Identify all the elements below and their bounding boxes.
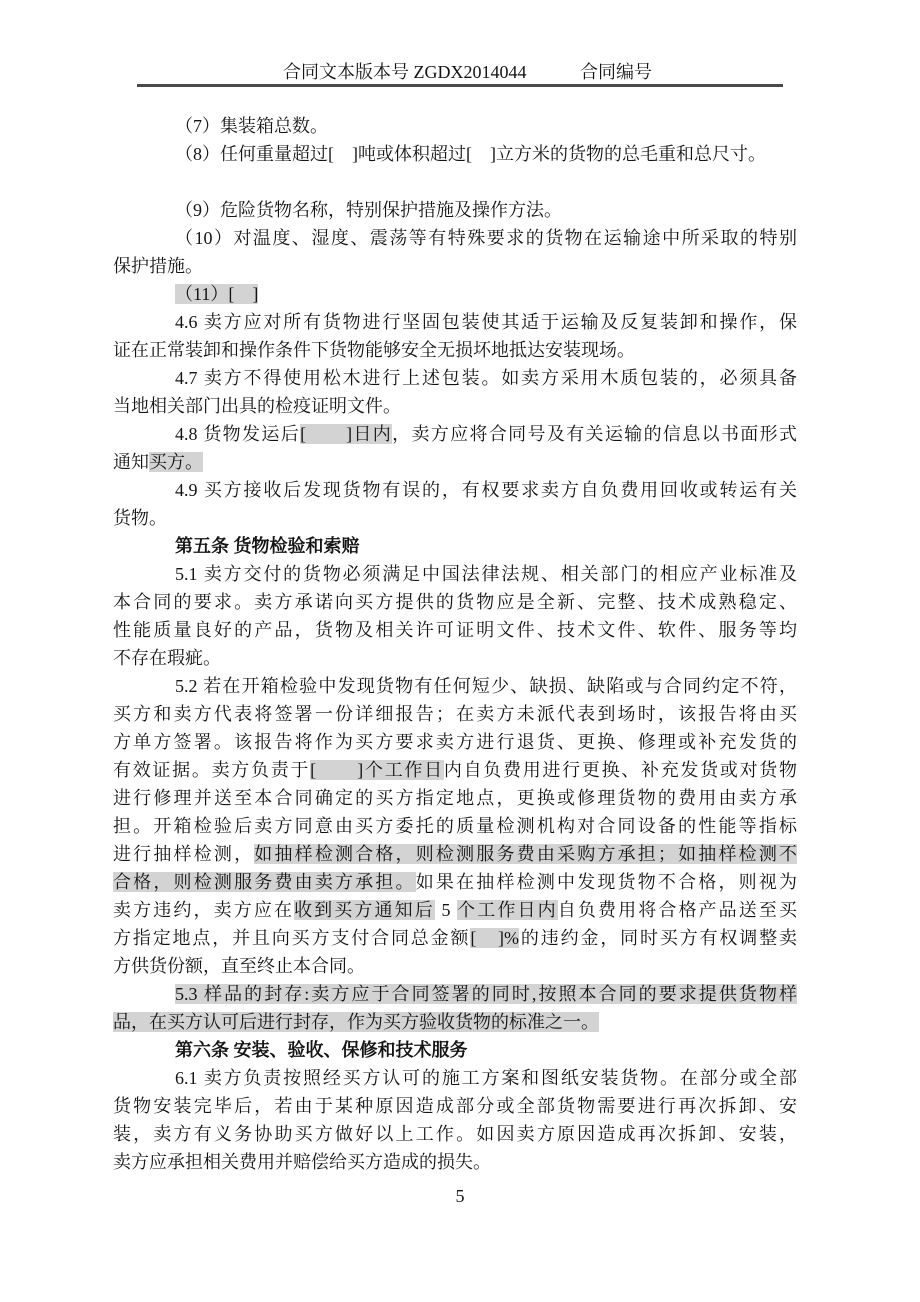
text-segment: 5 bbox=[434, 900, 458, 920]
page-footer bbox=[0, 1186, 920, 1207]
text-segment: 自负费用将合格产品送至买 bbox=[557, 900, 798, 920]
text-segment: （9）危险货物名称，特别保护措施及操作方法。 bbox=[175, 200, 562, 220]
text-line bbox=[113, 616, 797, 644]
text-segment: 内自负费用进行更换、补充发货或对货物 bbox=[443, 760, 798, 780]
highlighted-text: [ ]个工作日 bbox=[310, 760, 444, 780]
text-segment: 4.9 买方接收后发现货物有误的，有权要求卖方自负费用回收或转运有关 bbox=[175, 480, 797, 500]
text-line bbox=[113, 224, 797, 252]
text-segment: 4.7 卖方不得使用松木进行上述包装。如卖方采用木质包装的，必须具备 bbox=[175, 368, 797, 388]
highlighted-text: 品，在买方认可后进行封存，作为买方验收货物的标准之一。 bbox=[113, 1012, 599, 1032]
highlighted-text: （11）[ ] bbox=[175, 284, 259, 304]
text-segment: ，卖方应将合同号及有关运输的信息以书面形式 bbox=[392, 424, 797, 444]
header-divider bbox=[137, 84, 783, 87]
highlighted-text: [ ]% bbox=[470, 928, 520, 948]
text-line bbox=[113, 336, 797, 364]
text-line bbox=[113, 168, 797, 196]
text-segment: （7）集装箱总数。 bbox=[175, 116, 328, 136]
text-line bbox=[113, 476, 797, 504]
text-line bbox=[113, 644, 797, 672]
text-line bbox=[113, 1092, 797, 1120]
text-line bbox=[113, 504, 797, 532]
text-segment: 保护措施。 bbox=[113, 256, 203, 276]
text-line bbox=[113, 756, 797, 784]
text-segment: 装，卖方有义务协助买方做好以上工作。如因卖方原因造成再次拆卸、安装， bbox=[113, 1124, 797, 1144]
text-segment: 性能质量良好的产品，货物及相关许可证明文件、技术文件、软件、服务等均 bbox=[113, 620, 797, 640]
text-line bbox=[113, 364, 797, 392]
text-segment: 卖方应承担相关费用并赔偿给买方造成的损失。 bbox=[113, 1152, 491, 1172]
text-line bbox=[113, 588, 797, 616]
text-segment: 5.1 卖方交付的货物必须满足中国法律法规、相关部门的相应产业标准及 bbox=[175, 564, 797, 584]
text-segment: （10）对温度、湿度、震荡等有特殊要求的货物在运输途中所采取的特别 bbox=[175, 228, 797, 248]
text-segment: 卖方违约，卖方应在 bbox=[113, 900, 295, 920]
highlighted-text: 收到买方通知后 bbox=[294, 900, 435, 920]
text-segment: 通知 bbox=[113, 452, 149, 472]
text-segment: 方指定地点，并且向买方支付合同总金额 bbox=[113, 928, 471, 948]
text-segment: 有效证据。卖方负责于 bbox=[113, 760, 311, 780]
text-line bbox=[113, 1148, 797, 1176]
text-line bbox=[113, 448, 797, 476]
text-segment: 4.8 货物发运后 bbox=[175, 424, 301, 444]
text-line bbox=[113, 1120, 797, 1148]
document-body bbox=[113, 112, 797, 1176]
text-line bbox=[113, 560, 797, 588]
highlighted-text: 个工作日内 bbox=[457, 900, 558, 920]
text-segment: 4.6 卖方应对所有货物进行坚固包装使其适于运输及反复装卸和操作，保 bbox=[175, 312, 797, 332]
text-segment: 进行修理并送至本合同确定的买方指定地点，更换或修理货物的费用由卖方承 bbox=[113, 788, 797, 808]
text-segment: 5.2 若在开箱检验中发现货物有任何短少、缺损、缺陷或与合同约定不符， bbox=[175, 676, 797, 696]
text-segment: 6.1 卖方负责按照经买方认可的施工方案和图纸安装货物。在部分或全部 bbox=[175, 1068, 797, 1088]
text-line bbox=[113, 840, 797, 868]
contract-number-label: 合同编号 bbox=[580, 62, 652, 82]
text-line bbox=[113, 700, 797, 728]
text-line bbox=[113, 140, 797, 168]
text-line bbox=[113, 280, 797, 308]
text-segment: 方单方签署。该报告将作为买方要求卖方进行退货、更换、修理或补充发货的 bbox=[113, 732, 797, 752]
text-line bbox=[113, 728, 797, 756]
highlighted-text: 如抽样检测合格，则检测服务费由采购方承担；如抽样检测不 bbox=[254, 844, 798, 864]
text-segment: 证在正常装卸和操作条件下货物能够安全无损坏地抵达安装现场。 bbox=[113, 340, 635, 360]
contract-version-label: 合同文本版本号 ZGDX2014044 bbox=[283, 62, 527, 82]
highlighted-text: 合格，则检测服务费由卖方承担。 bbox=[113, 872, 416, 892]
text-line bbox=[113, 672, 797, 700]
highlighted-text: [ ]日内 bbox=[300, 424, 393, 444]
text-segment: 如果在抽样检测中发现货物不合格，则视为 bbox=[415, 872, 798, 892]
text-line bbox=[113, 112, 797, 140]
text-segment: 进行抽样检测， bbox=[113, 844, 255, 864]
text-segment: 不存在瑕疵。 bbox=[113, 648, 221, 668]
text-line bbox=[113, 868, 797, 896]
text-segment: 当地相关部门出具的检疫证明文件。 bbox=[113, 396, 401, 416]
text-line bbox=[113, 196, 797, 224]
section-heading bbox=[113, 532, 797, 560]
text-segment: 担。开箱检验后卖方同意由买方委托的质量检测机构对合同设备的性能等指标 bbox=[113, 816, 797, 836]
text-line bbox=[113, 924, 797, 952]
text-line bbox=[113, 308, 797, 336]
text-line bbox=[113, 1064, 797, 1092]
highlighted-text: 买方。 bbox=[149, 452, 203, 472]
page-number: 5 bbox=[455, 1186, 465, 1206]
text-segment: 买方和卖方代表将签署一份详细报告；在卖方未派代表到场时，该报告将由买 bbox=[113, 704, 797, 724]
text-segment: 本合同的要求。卖方承诺向买方提供的货物应是全新、完整、技术成熟稳定、 bbox=[113, 592, 797, 612]
text-line bbox=[113, 784, 797, 812]
text-line bbox=[113, 252, 797, 280]
text-segment: 货物。 bbox=[113, 508, 167, 528]
section-heading bbox=[113, 1036, 797, 1064]
text-segment: （8）任何重量超过[ ]吨或体积超过[ ]立方米的货物的总毛重和总尺寸。 bbox=[175, 144, 766, 164]
text-line bbox=[113, 812, 797, 840]
text-segment: 第六条 安装、验收、保修和技术服务 bbox=[175, 1040, 468, 1060]
page-header bbox=[0, 0, 920, 90]
text-segment: 第五条 货物检验和索赔 bbox=[175, 536, 360, 556]
text-line bbox=[113, 420, 797, 448]
text-line bbox=[113, 1008, 797, 1036]
highlighted-text: 5.3 样品的封存:卖方应于合同签署的同时,按照本合同的要求提供货物样 bbox=[175, 984, 797, 1004]
text-line bbox=[113, 952, 797, 980]
text-line bbox=[113, 896, 797, 924]
text-segment: 的违约金，同时买方有权调整卖 bbox=[519, 928, 798, 948]
text-line bbox=[113, 980, 797, 1008]
text-line bbox=[113, 392, 797, 420]
text-segment: 方供货份额，直至终止本合同。 bbox=[113, 956, 365, 976]
text-segment: 货物安装完毕后，若由于某种原因造成部分或全部货物需要进行再次拆卸、安 bbox=[113, 1096, 797, 1116]
